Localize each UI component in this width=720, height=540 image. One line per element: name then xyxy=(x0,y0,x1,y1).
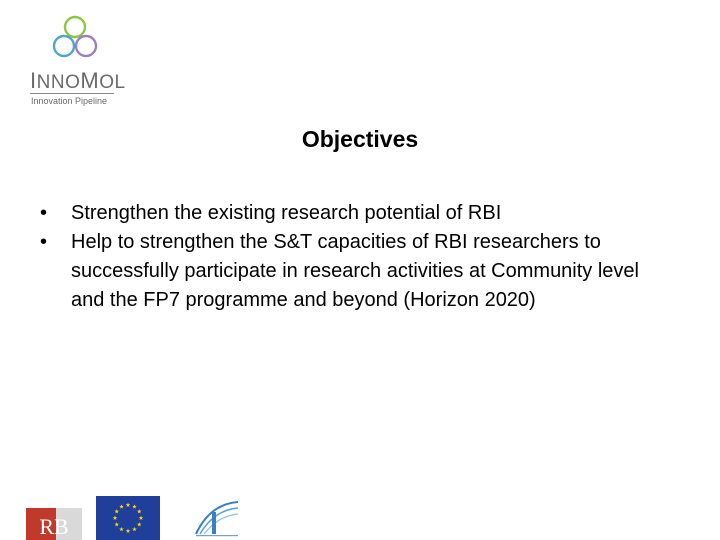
list-item xyxy=(40,199,650,228)
rbi-logo-icon xyxy=(26,498,82,540)
logo-wordmark: INNOMOL xyxy=(30,68,126,93)
footer-logos xyxy=(0,494,720,540)
slide-title-text: Objectives xyxy=(301,126,419,152)
innomol-rings-icon xyxy=(48,12,102,66)
fp7-logo-icon xyxy=(190,496,244,540)
rbi-logo-text: RB xyxy=(39,514,69,539)
eu-flag-icon xyxy=(96,496,160,540)
bullet-marker: • xyxy=(40,202,48,224)
logo-divider xyxy=(30,93,114,94)
objectives-list xyxy=(40,199,650,315)
bullet-marker: • xyxy=(40,231,48,253)
bullet-text: Strengthen the existing research potential of RBI xyxy=(71,202,502,224)
bullet-text: Help to strengthen the S&T capacities of RBI researchers to successfully participate in research activities at Community level and the FP7 programme and beyond (Horizon 2020) xyxy=(71,231,639,311)
slide-title xyxy=(0,126,720,153)
innomol-logo xyxy=(28,12,126,106)
list-item xyxy=(40,228,650,315)
logo-tagline: Innovation Pipeline xyxy=(31,96,108,106)
